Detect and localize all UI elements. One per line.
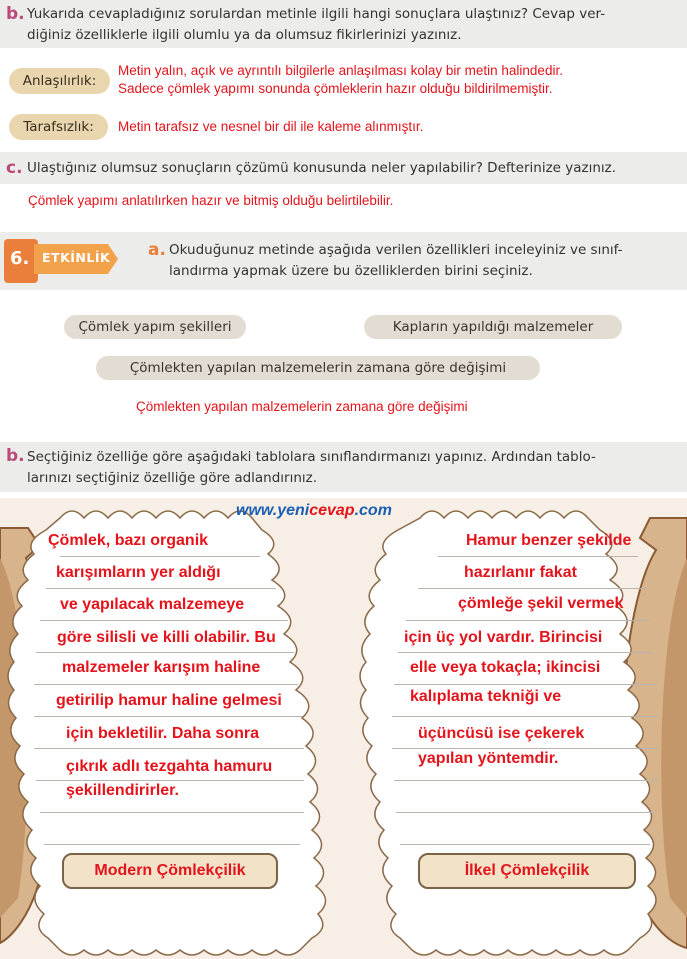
activity-label: ETKİNLİK (42, 250, 111, 265)
activity-question-line1: Okuduğunuz metinde aşağıda verilen özellikleri inceleyiniz ve sınıf- (169, 242, 623, 258)
right-line-6: kalıplama tekniği ve (410, 688, 562, 705)
question-b2-line2: larınızı seçtiğiniz özelliğe göre adlandırınız. (27, 470, 318, 486)
option-kaplarin-malzemeler: Kapların yapıldığı malzemeler (364, 315, 622, 339)
left-rule (46, 588, 276, 589)
activity-letter-a: a. (148, 240, 166, 260)
right-line-2: hazırlanır fakat (464, 564, 577, 581)
left-rule (34, 716, 302, 717)
right-rule (396, 812, 656, 813)
option-zamana-gore-degisim: Çömlekten yapılan malzemelerin zamana göre değişimi (96, 356, 540, 380)
watermark-prefix: www. (236, 502, 278, 519)
right-rule (438, 556, 638, 557)
question-b2-line1: Seçtiğiniz özelliğe göre aşağıdaki tablolara sınıflandırmanızı yapınız. Ardından tablo- (27, 449, 596, 465)
activity-question-line2: landırma yapmak üzere bu özelliklerden birini seçiniz. (169, 263, 533, 279)
tarafsizlik-answer: Metin tarafsız ve nesnel bir dil ile kaleme alınmıştır. (118, 119, 424, 134)
c-answer: Çömlek yapımı anlatılırken hazır ve bitmiş olduğu belirtilebilir. (28, 193, 394, 208)
left-rule (44, 844, 300, 845)
anlasilirlik-answer-line1: Metin yalın, açık ve ayrıntılı bilgilerle anlaşılması kolay bir metin halindedir. (118, 63, 563, 78)
left-table-title: Modern Çömlekçilik (62, 853, 278, 889)
left-rule (34, 748, 304, 749)
left-rule (60, 556, 260, 557)
watermark-yeni: yeni (277, 502, 310, 519)
right-line-8: yapılan yöntemdir. (418, 750, 559, 767)
right-rule (418, 588, 648, 589)
right-rule (400, 844, 650, 845)
question-b1-line2: diğiniz özelliklerle ilgili olumlu ya da olumsuz fikirlerinizi yazınız. (27, 27, 462, 43)
activity-badge (4, 239, 122, 283)
right-rule (392, 748, 658, 749)
right-line-4: için üç yol vardır. Birincisi (404, 629, 603, 646)
right-rule (398, 652, 652, 653)
left-line-6: getirilip hamur haline gelmesi (56, 692, 282, 709)
left-line-5: malzemeler karışım haline (62, 659, 261, 676)
left-line-1: Çömlek, bazı organik (48, 532, 209, 549)
right-line-1: Hamur benzer şekilde (466, 532, 632, 549)
right-rule (392, 716, 658, 717)
left-line-9: şekillendirirler. (66, 782, 179, 799)
left-line-2: karışımların yer aldığı (56, 564, 221, 581)
left-line-8: çıkrık adlı tezgahta hamuru (66, 758, 273, 775)
anlasilirlik-answer-line2: Sadece çömlek yapımı sonunda çömleklerin hazır olduğu bildirilmemiştir. (118, 81, 553, 96)
question-c: Ulaştığınız olumsuz sonuçların çözümü konusunda neler yapılabilir? Defterinize yazınız. (27, 160, 617, 176)
question-b1-line1: Yukarıda cevapladığınız sorulardan metinle ilgili hangi sonuçlara ulaştınız? Cevap ver- (27, 6, 606, 22)
question-letter-b1: b. (6, 4, 25, 24)
illustration-area (0, 498, 687, 959)
left-rule (36, 652, 294, 653)
left-rule (34, 684, 298, 685)
watermark-cevap: cevap (309, 502, 355, 519)
right-line-3: çömleğe şekil vermek (458, 595, 624, 612)
question-letter-c: c. (6, 158, 23, 178)
left-rule (40, 812, 304, 813)
left-rule (36, 780, 304, 781)
left-line-4: göre silisli ve killi olabilir. Bu (57, 629, 276, 646)
option-comlek-yapim-sekilleri: Çömlek yapım şekilleri (64, 315, 246, 339)
selected-answer: Çömlekten yapılan malzemelerin zamana göre değişimi (136, 399, 468, 414)
question-letter-b2: b. (6, 446, 25, 466)
right-table-title: İlkel Çömlekçilik (418, 853, 636, 889)
watermark-suffix: .com (354, 502, 392, 519)
tarafsizlik-label: Tarafsızlık: (9, 114, 108, 140)
watermark (236, 502, 392, 520)
activity-number: 6. (10, 248, 30, 269)
right-rule (406, 620, 650, 621)
left-rule (40, 620, 288, 621)
anlasilirlik-label: Anlaşılırlık: (9, 68, 110, 94)
right-line-5: elle veya tokaçla; ikincisi (410, 659, 601, 676)
right-rule (394, 780, 658, 781)
right-line-7: üçüncüsü ise çekerek (418, 725, 585, 742)
left-line-3: ve yapılacak malzemeye (60, 596, 245, 613)
left-line-7: için bekletilir. Daha sonra (66, 725, 259, 742)
right-rule (394, 684, 656, 685)
